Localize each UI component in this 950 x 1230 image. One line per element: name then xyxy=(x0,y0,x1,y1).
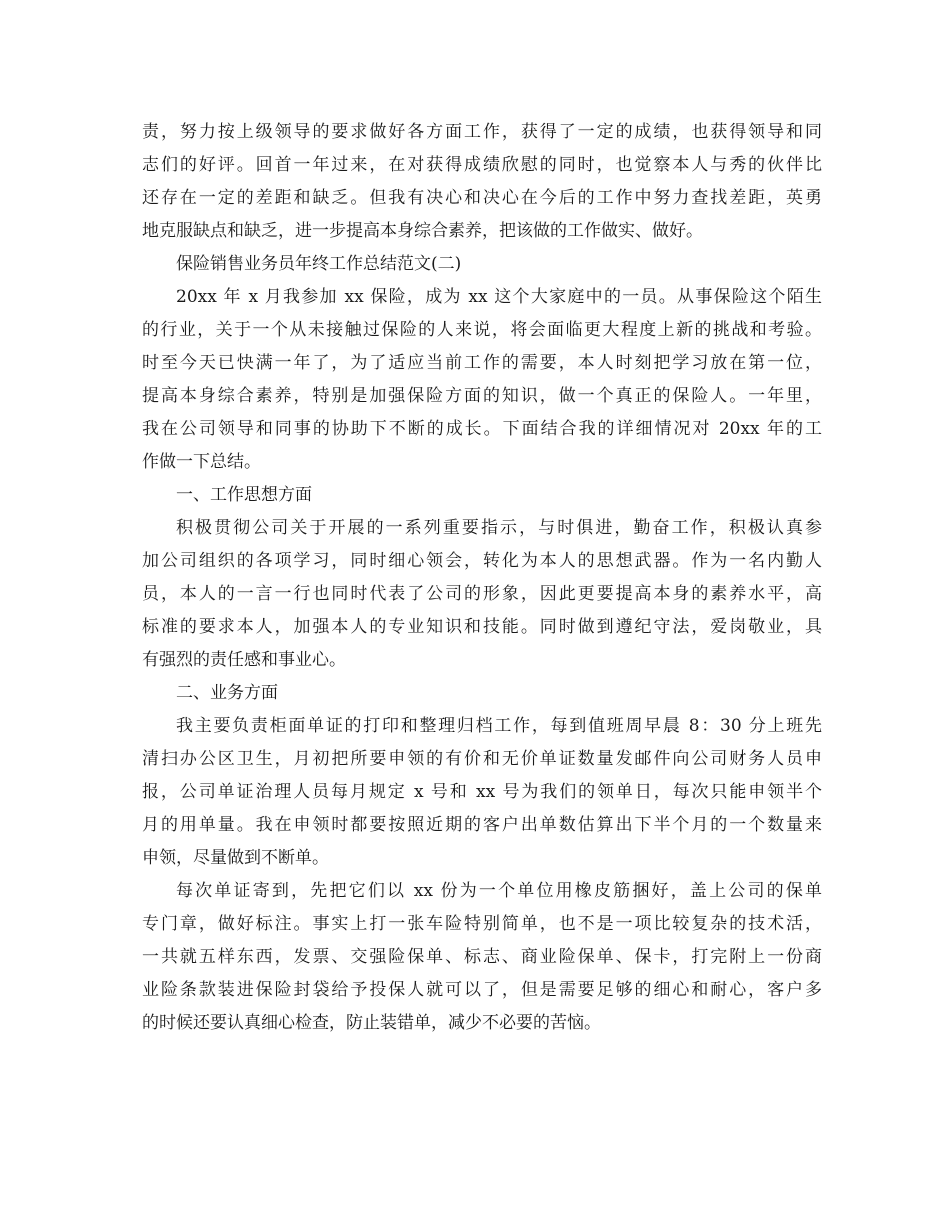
text-line: 申领，尽量做到不断单。 xyxy=(142,848,329,868)
text-line: 作做一下总结。 xyxy=(142,452,261,472)
text-line: 我主要负责柜面单证的打印和整理归档工作，每到值班周早晨 8：30 分上班先 xyxy=(176,716,822,736)
paragraph xyxy=(142,875,822,1040)
text-line: 员，本人的一言一行也同时代表了公司的形象，因此更要提高本身的素养水平，高 xyxy=(142,584,822,604)
text-line: 每次单证寄到，先把它们以 xx 份为一个单位用橡皮筋捆好，盖上公司的保单 xyxy=(176,881,822,901)
text-line: 的时候还要认真细心检查，防止装错单，减少不必要的苦恼。 xyxy=(142,1013,601,1033)
text-line: 责，努力按上级领导的要求做好各方面工作，获得了一定的成绩，也获得领导和同 xyxy=(142,122,822,142)
text-line: 报，公司单证治理人员每月规定 x 号和 xx 号为我们的领单日，每次只能申领半个 xyxy=(142,782,822,802)
document-body xyxy=(142,116,822,1040)
text-line: 一共就五样东西，发票、交强险保单、标志、商业险保单、保卡，打完附上一份商 xyxy=(142,947,822,967)
text-line: 我在公司领导和同事的协助下不断的成长。下面结合我的详细情况对 20xx 年的工 xyxy=(142,419,822,439)
section-heading xyxy=(142,677,822,710)
text-line: 二、业务方面 xyxy=(176,683,278,703)
section-heading xyxy=(142,479,822,512)
text-line: 标准的要求本人，加强本人的专业知识和技能。同时做到遵纪守法，爱岗敬业，具 xyxy=(142,617,822,637)
text-line: 清扫办公区卫生，月初把所要申领的有价和无价单证数量发邮件向公司财务人员申 xyxy=(142,749,822,769)
text-line: 地克服缺点和缺乏，进一步提高本身综合素养，把该做的工作做实、做好。 xyxy=(142,221,703,241)
text-line: 积极贯彻公司关于开展的一系列重要指示，与时俱进，勤奋工作，积极认真参 xyxy=(176,518,822,538)
text-line: 时至今天已快满一年了，为了适应当前工作的需要，本人时刻把学习放在第一位， xyxy=(142,353,822,373)
text-line: 的行业，关于一个从未接触过保险的人来说，将会面临更大程度上新的挑战和考验。 xyxy=(142,320,822,340)
text-line: 志们的好评。回首一年过来，在对获得成绩欣慰的同时，也觉察本人与秀的伙伴比 xyxy=(142,155,822,175)
paragraph xyxy=(142,512,822,677)
text-line: 一、工作思想方面 xyxy=(176,485,312,505)
text-line: 有强烈的责任感和事业心。 xyxy=(142,650,346,670)
text-line: 加公司组织的各项学习，同时细心领会，转化为本人的思想武器。作为一名内勤人 xyxy=(142,551,822,571)
text-line: 专门章，做好标注。事实上打一张车险特别简单，也不是一项比较复杂的技术活， xyxy=(142,914,822,934)
text-line: 20xx 年 x 月我参加 xx 保险，成为 xx 这个大家庭中的一员。从事保险这个陌生 xyxy=(176,287,822,307)
text-line: 还存在一定的差距和缺乏。但我有决心和决心在今后的工作中努力查找差距，英勇 xyxy=(142,188,822,208)
paragraph xyxy=(142,116,822,248)
text-line: 月的用单量。我在申领时都要按照近期的客户出单数估算出下半个月的一个数量来 xyxy=(142,815,822,835)
text-line: 提高本身综合素养，特别是加强保险方面的知识，做一个真正的保险人。一年里， xyxy=(142,386,822,406)
paragraph xyxy=(142,710,822,875)
text-line: 业险条款装进保险封袋给予投保人就可以了，但是需要足够的细心和耐心，客户多 xyxy=(142,980,822,1000)
paragraph xyxy=(142,281,822,479)
text-line: 保险销售业务员年终工作总结范文(二) xyxy=(176,254,462,274)
section-heading xyxy=(142,248,822,281)
